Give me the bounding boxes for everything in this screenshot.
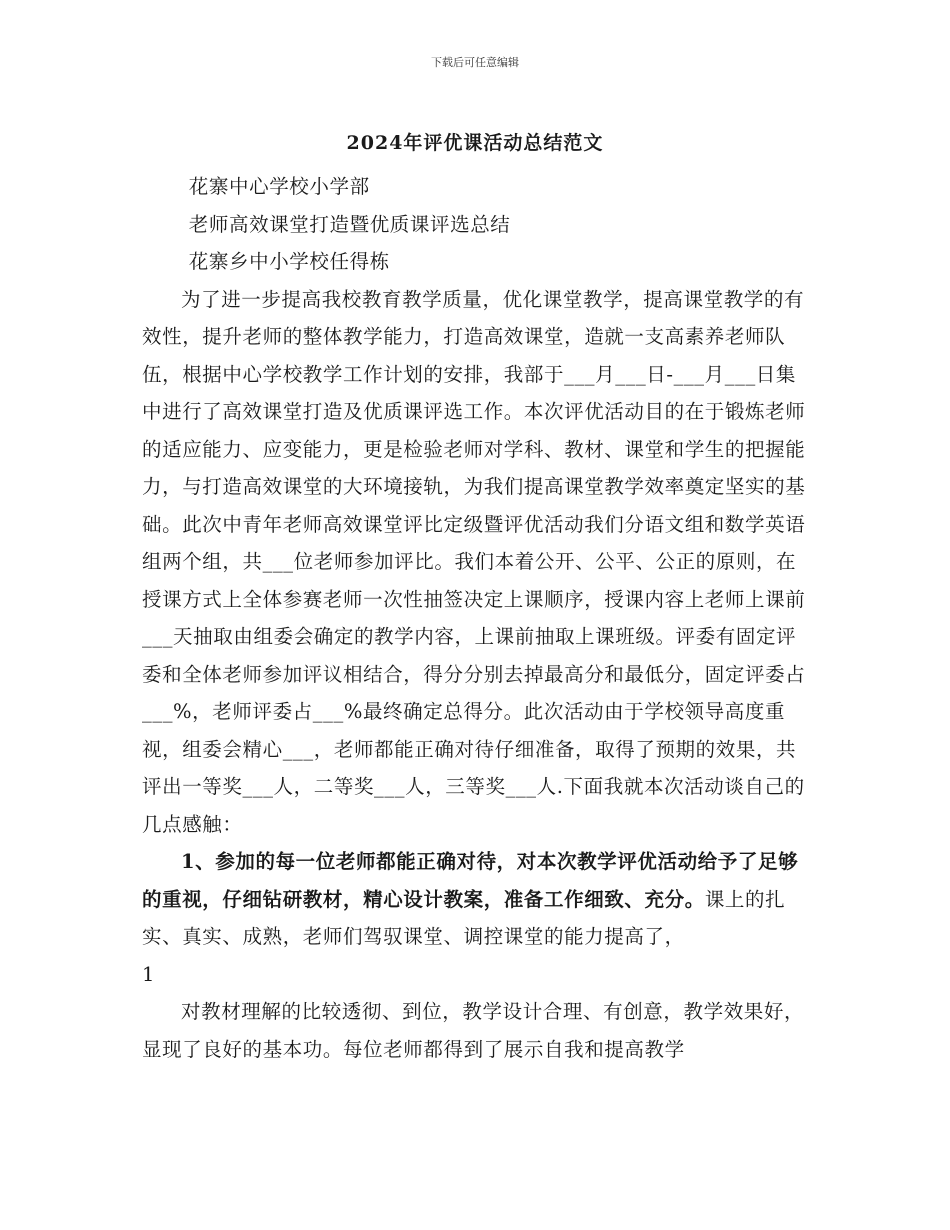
page-number: 1 bbox=[142, 962, 156, 986]
page-header-note: 下载后可任意编辑 bbox=[431, 56, 519, 69]
point-1-paragraph bbox=[142, 843, 812, 956]
meta-author: 花寨乡中小学校任得栋 bbox=[188, 250, 390, 273]
intro-paragraph: 为了进一步提高我校教育教学质量，优化课堂教学，提高课堂教学的有效性，提升老师的整体教学能力，打造高效课堂，造就一支高素养老师队伍，根据中心学校教学工作计划的安排，我部于___月___日-___月___日集中进行了高效课堂打造及优质课评选工作。本次评优活动目的在于锻炼老师的适应能力、应变能力，更是检验老师对学科、教材、课堂和学生的把握能力，与打造高效课堂的大环境接轨，为我们提高课堂教学效率奠定坚实的基础。此次中青年老师高效课堂评比定级暨评优活动我们分语文组和数学英语组两个组，共___位老师参加评比。我们本着公开、公平、公正的原则，在授课方式上全体参赛老师一次性抽签决定上课顺序，授课内容上老师上课前___天抽取由组委会确定的教学内容，上课前抽取上课班级。评委有固定评委和全体老师参加评议相结合，得分分别去掉最高分和最低分，固定评委占___%，老师评委占___%最终确定总得分。此次活动由于学校领导高度重视，组委会精心___，老师都能正确对待仔细准备，取得了预期的效果，共评出一等奖___人，二等奖___人，三等奖___人.下面我就本次活动谈自己的几点感触： bbox=[142, 287, 806, 836]
point-1-heading: 1、参加的每一位老师都能正确对待，对本次教学评优活动给予了足够的重视，仔细钻研教材，精心设计教案，准备工作细致、充分。 bbox=[142, 850, 799, 911]
meta-subject: 老师高效课堂打造暨优质课评选总结 bbox=[188, 212, 511, 236]
document-title: 2024年评优课活动总结范文 bbox=[346, 132, 604, 154]
point-1-text: 课上的扎实、真实、成熟，老师们驾驭课堂、调控课堂的能力提高了， bbox=[142, 887, 786, 948]
document-body bbox=[142, 168, 812, 1068]
continuation-paragraph: 对教材理解的比较透彻、到位，教学设计合理、有创意，教学效果好，显现了良好的基本功。每位老师都得到了展示自我和提高教学 bbox=[142, 1000, 805, 1061]
meta-school: 花寨中心学校小学部 bbox=[188, 175, 370, 198]
